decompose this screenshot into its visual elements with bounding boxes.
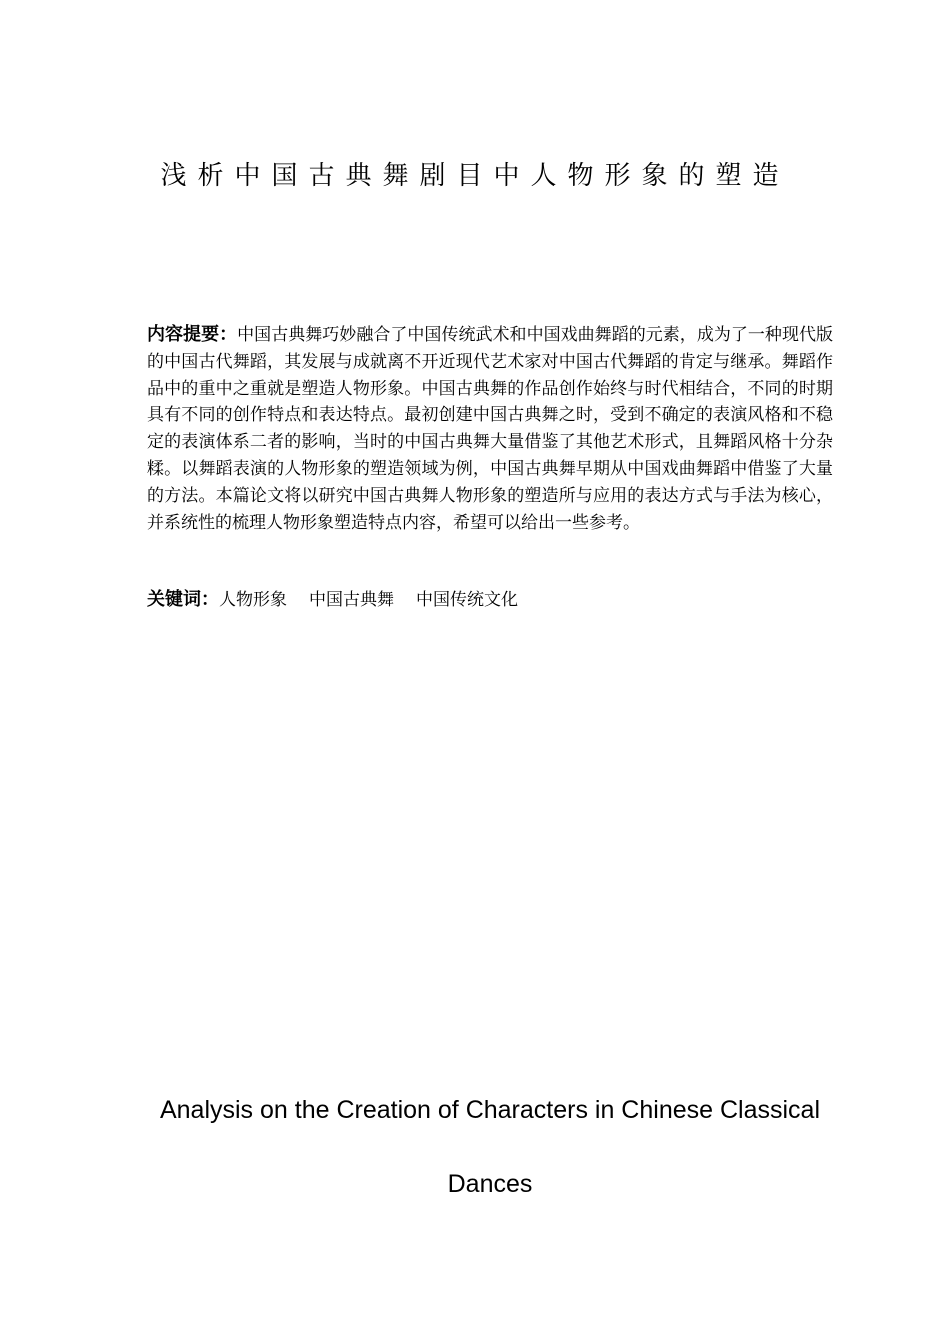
- english-title: [120, 1073, 860, 1221]
- keywords-line: [147, 587, 833, 613]
- keyword-item: 中国古典舞: [309, 590, 394, 610]
- english-title-line-2: Dances: [447, 1170, 533, 1198]
- abstract-paragraph: [147, 322, 833, 536]
- chinese-title: 浅析中国古典舞剧目中人物形象的塑造: [160, 161, 790, 191]
- english-title-line-1: Analysis on the Creation of Characters in Chinese Classical: [159, 1096, 821, 1124]
- keyword-item: 中国传统文化: [416, 590, 518, 610]
- keywords-label: 关键词：: [147, 589, 219, 610]
- abstract-text: 中国古典舞巧妙融合了中国传统武术和中国戏曲舞蹈的元素，成为了一种现代版的中国古代舞蹈，其发展与成就离不开近现代艺术家对中国古代舞蹈的肯定与继承。舞蹈作品中的重中之重就是塑造人物形象。中国古典舞的作品创作始终与时代相结合，不同的时期具有不同的创作特点和表达特点。最初创建中国古典舞之时，受到不确定的表演风格和不稳定的表演体系二者的影响，当时的中国古典舞大量借鉴了其他艺术形式，且舞蹈风格十分杂糅。以舞蹈表演的人物形象的塑造领域为例，中国古典舞早期从中国戏曲舞蹈中借鉴了大量的方法。本篇论文将以研究中国古典舞人物形象的塑造所与应用的表达方式与手法为核心，并系统性的梳理人物形象塑造特点内容，希望可以给出一些参考。: [147, 325, 834, 533]
- keyword-item: 人物形象: [219, 590, 287, 610]
- abstract-label: 内容提要：: [147, 324, 238, 345]
